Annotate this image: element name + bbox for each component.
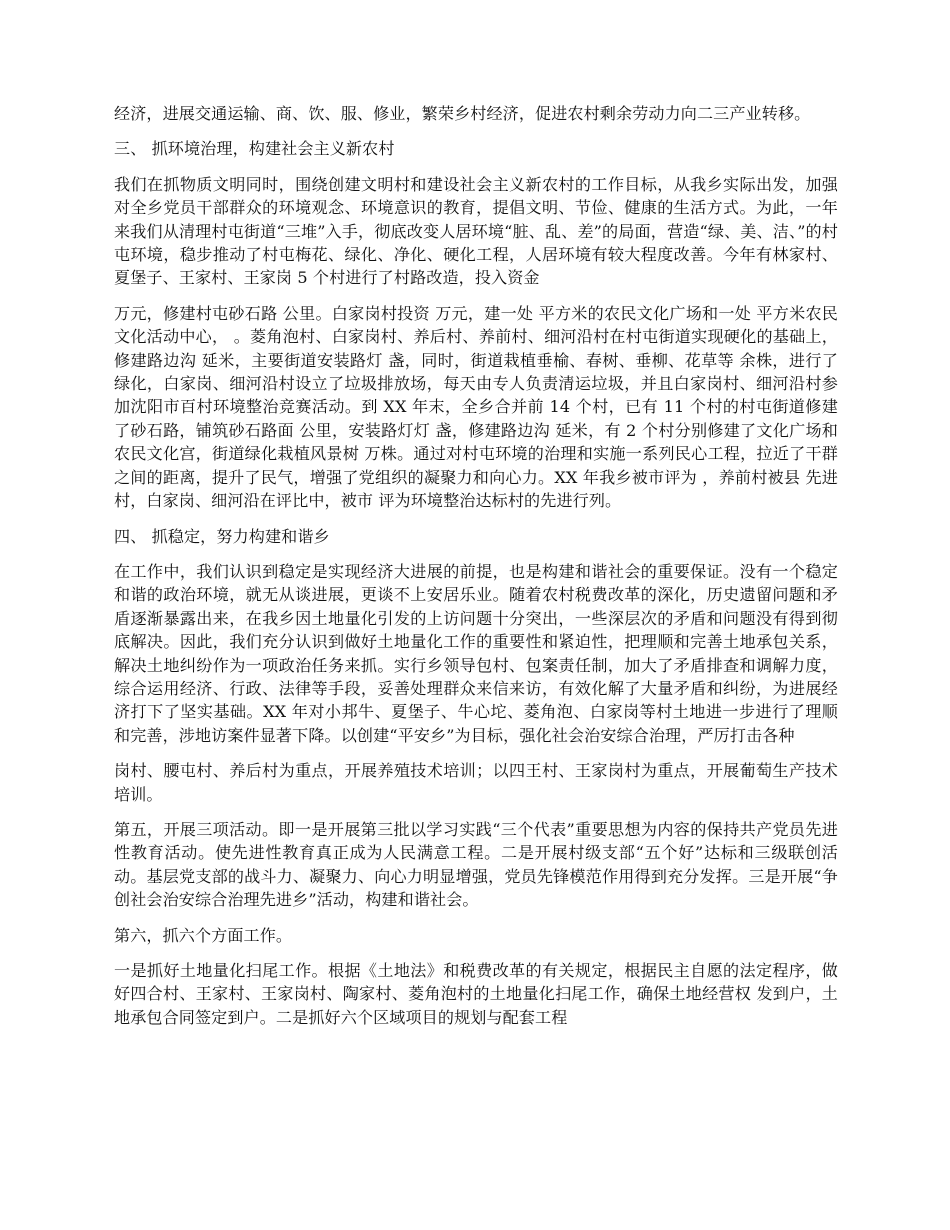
heading-section-three: 三、 抓环境治理，构建社会主义新农村 — [114, 139, 395, 159]
paragraph-stability: 在工作中，我们认识到稳定是实现经济大进展的前提，也是构建和谐社会的重要保证。没有一个稳定和谐的政治环境，就无从谈进展，更谈不上安居乐业。随着农村税费改革的深化，历史遗留问题和矛盾逐渐暴露出来，在我乡因土地量化引发的上访问题十分突出，一些深层次的矛盾和问题没有得到彻底解决。因此，我们充分认识到做好土地量化工作的重要性和紧迫性，把理顺和完善土地承包关系，解决土地纠纷作为一项政治任务来抓。实行乡领导包村、包案责任制，加大了矛盾排查和调解力度，综合运用经济、行政、法律等手段，妥善处理群众来信来访，有效化解了大量矛盾和纠纷，为进展经济打下了坚实基础。XX 年对小邦牛、夏堡子、牛心坨、菱角泡、白家岗等村土地进一步进行了理顺和完善，涉地访案件显著下降。以创建“平安乡”为目标，强化社会治安综合治理，严厉打击各种 — [114, 561, 838, 745]
heading-section-four: 四、 抓稳定，努力构建和谐乡 — [114, 526, 330, 546]
paragraph-environment-2: 万元，修建村屯砂石路 公里。白家岗村投资 万元，建一处 平方米的农民文化广场和一处 平方米农民文化活动中心， 。菱角泡村、白家岗村、养后村、养前村、细河沿村在村屯街道实现硬化的基础上，修建路边沟 延米，主要街道安装路灯 盏，同时，街道栽植垂榆、春树、垂柳、花草等 余株，进行了绿化，白家岗、细河沿村设立了垃圾排放场，每天由专人负责清运垃圾，并且白家岗村、细河沿村参加沈阳市百村环境整治竞赛活动。到 XX 年末，全乡合并前 14 个村，已有 11 个村的村屯街道修建了砂石路，铺筑砂石路面 公里，安装路灯灯 盏，修建路边沟 延米，有 2 个村分别修建了文化广场和农民文化宫，街道绿化栽植风景树 万株。通过对村屯环境的治理和实施一系列民心工程，拉近了干群之间的距离，提升了民气，增强了党组织的凝聚力和向心力。XX 年我乡被市评为 ，养前村被县 先进村，白家岗、细河沿在评比中，被市 评为环境整治达标村的先进行列。 — [114, 303, 838, 511]
heading-sixth: 第六，抓六个方面工作。 — [114, 925, 293, 945]
paragraph-training: 岗村、腰屯村、养后村为重点，开展养殖技术培训；以四王村、王家岗村为重点，开展葡萄生产技术培训。 — [114, 761, 838, 804]
paragraph-environment-1: 我们在抓物质文明同时，围绕创建文明村和建设社会主义新农村的工作目标，从我乡实际出发，加强对全乡党员干部群众的环境观念、环境意识的教育，提倡文明、节俭、健康的生活方式。为此，一年来我们从清理村屯街道“三堆”入手，彻底改变人居环境“脏、乱、差”的局面，营造“绿、美、洁、”的村屯环境，稳步推动了村屯梅花、绿化、净化、硬化工程，人居环境有较大程度改善。今年有林家村、夏堡子、王家村、王家岗 5 个村进行了村路改造，投入资金 — [114, 174, 838, 288]
paragraph-economy-continuation: 经济，进展交通运输、商、饮、服、修业，繁荣乡村经济，促进农村剩余劳动力向二三产业转移。 — [114, 104, 811, 123]
paragraph-fifth-activities: 第五，开展三项活动。即一是开展第三批以学习实践“三个代表”重要思想为内容的保持共产党员先进性教育活动。使先进性教育真正成为人民满意工程。二是开展村级支部“五个好”达标和三级联创活动。基层党支部的战斗力、凝聚力、向心力明显增强，党员先锋模范作用得到充分发挥。三是开展“争创社会治安综合治理先进乡”活动，构建和谐社会。 — [114, 819, 838, 910]
paragraph-sixth-work: 一是抓好土地量化扫尾工作。根据《土地法》和税费改革的有关规定，根据民主自愿的法定程序，做好四合村、王家村、王家岗村、陶家村、菱角泡村的土地量化扫尾工作，确保土地经营权 发到户，土地承包合同签定到户。二是抓好六个区域项目的规划与配套工程 — [114, 961, 838, 1027]
document-page — [114, 102, 838, 1041]
